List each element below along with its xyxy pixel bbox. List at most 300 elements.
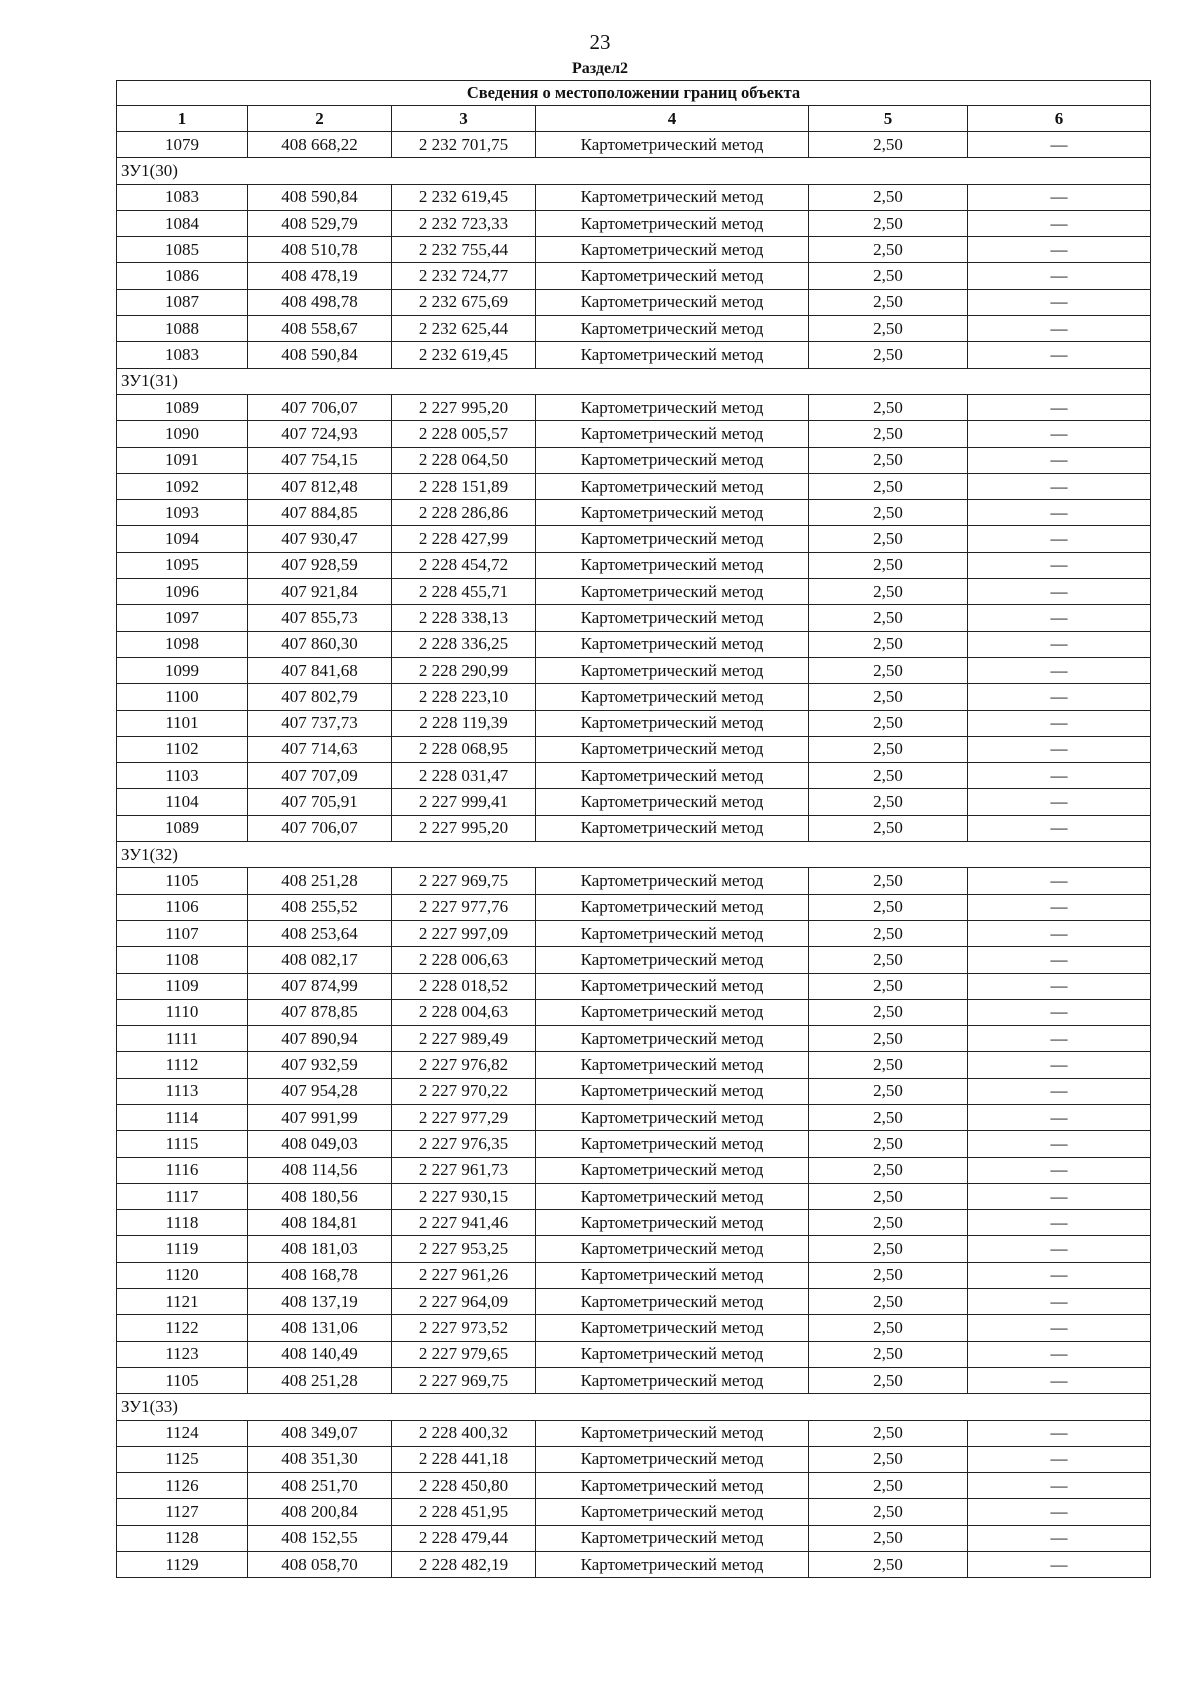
description-cell: —	[968, 289, 1151, 315]
table-body	[117, 132, 1151, 1578]
y-coordinate-cell: 2 227 997,09	[392, 920, 536, 946]
point-number-cell: 1114	[117, 1104, 248, 1130]
description-cell: —	[968, 1420, 1151, 1446]
x-coordinate-cell: 408 181,03	[248, 1236, 392, 1262]
point-number-cell: 1121	[117, 1289, 248, 1315]
table-row	[117, 526, 1151, 552]
accuracy-cell: 2,50	[809, 1525, 968, 1551]
x-coordinate-cell: 408 251,70	[248, 1473, 392, 1499]
y-coordinate-cell: 2 227 953,25	[392, 1236, 536, 1262]
description-cell: —	[968, 1315, 1151, 1341]
x-coordinate-cell: 407 884,85	[248, 500, 392, 526]
method-cell: Картометрический метод	[536, 342, 809, 368]
point-number-cell: 1126	[117, 1473, 248, 1499]
table-row	[117, 1499, 1151, 1525]
x-coordinate-cell: 408 590,84	[248, 342, 392, 368]
point-number-cell: 1106	[117, 894, 248, 920]
description-cell: —	[968, 210, 1151, 236]
description-cell: —	[968, 684, 1151, 710]
y-coordinate-cell: 2 227 961,73	[392, 1157, 536, 1183]
accuracy-cell: 2,50	[809, 684, 968, 710]
accuracy-cell: 2,50	[809, 342, 968, 368]
method-cell: Картометрический метод	[536, 1420, 809, 1446]
description-cell: —	[968, 736, 1151, 762]
method-cell: Картометрический метод	[536, 1367, 809, 1393]
y-coordinate-cell: 2 227 995,20	[392, 815, 536, 841]
accuracy-cell: 2,50	[809, 1289, 968, 1315]
method-cell: Картометрический метод	[536, 579, 809, 605]
description-cell: —	[968, 316, 1151, 342]
accuracy-cell: 2,50	[809, 1078, 968, 1104]
description-cell: —	[968, 894, 1151, 920]
accuracy-cell: 2,50	[809, 237, 968, 263]
accuracy-cell: 2,50	[809, 132, 968, 158]
method-cell: Картометрический метод	[536, 736, 809, 762]
x-coordinate-cell: 408 255,52	[248, 894, 392, 920]
point-number-cell: 1096	[117, 579, 248, 605]
method-cell: Картометрический метод	[536, 920, 809, 946]
table-row	[117, 1315, 1151, 1341]
accuracy-cell: 2,50	[809, 1420, 968, 1446]
page-number: 23	[589, 30, 611, 54]
method-cell: Картометрический метод	[536, 1078, 809, 1104]
description-cell: —	[968, 552, 1151, 578]
y-coordinate-cell: 2 228 455,71	[392, 579, 536, 605]
description-cell: —	[968, 263, 1151, 289]
land-plot-label: ЗУ1(32)	[117, 842, 1151, 868]
y-coordinate-cell: 2 232 755,44	[392, 237, 536, 263]
y-coordinate-cell: 2 228 064,50	[392, 447, 536, 473]
y-coordinate-cell: 2 232 701,75	[392, 132, 536, 158]
y-coordinate-cell: 2 228 451,95	[392, 1499, 536, 1525]
x-coordinate-cell: 407 991,99	[248, 1104, 392, 1130]
accuracy-cell: 2,50	[809, 815, 968, 841]
table-row	[117, 394, 1151, 420]
accuracy-cell: 2,50	[809, 1210, 968, 1236]
y-coordinate-cell: 2 232 723,33	[392, 210, 536, 236]
y-coordinate-cell: 2 228 482,19	[392, 1552, 536, 1578]
x-coordinate-cell: 408 351,30	[248, 1446, 392, 1472]
y-coordinate-cell: 2 232 724,77	[392, 263, 536, 289]
point-number-cell: 1125	[117, 1446, 248, 1472]
accuracy-cell: 2,50	[809, 1026, 968, 1052]
boundary-coordinates-table	[116, 80, 1151, 1578]
point-number-cell: 1129	[117, 1552, 248, 1578]
land-plot-label: ЗУ1(31)	[117, 368, 1151, 394]
table-row	[117, 1078, 1151, 1104]
land-plot-label: ЗУ1(33)	[117, 1394, 1151, 1420]
description-cell: —	[968, 1262, 1151, 1288]
point-number-cell: 1115	[117, 1131, 248, 1157]
y-coordinate-cell: 2 228 450,80	[392, 1473, 536, 1499]
y-coordinate-cell: 2 228 479,44	[392, 1525, 536, 1551]
x-coordinate-cell: 408 168,78	[248, 1262, 392, 1288]
description-cell: —	[968, 1446, 1151, 1472]
table-row	[117, 1289, 1151, 1315]
table-row	[117, 973, 1151, 999]
y-coordinate-cell: 2 228 068,95	[392, 736, 536, 762]
accuracy-cell: 2,50	[809, 473, 968, 499]
method-cell: Картометрический метод	[536, 1210, 809, 1236]
description-cell: —	[968, 973, 1151, 999]
table-row	[117, 605, 1151, 631]
description-cell: —	[968, 999, 1151, 1025]
x-coordinate-cell: 408 478,19	[248, 263, 392, 289]
x-coordinate-cell: 407 855,73	[248, 605, 392, 631]
method-cell: Картометрический метод	[536, 894, 809, 920]
table-row	[117, 920, 1151, 946]
table-row	[117, 263, 1151, 289]
method-cell: Картометрический метод	[536, 1499, 809, 1525]
column-number-row	[117, 106, 1151, 132]
table-row	[117, 1367, 1151, 1393]
point-number-cell: 1099	[117, 657, 248, 683]
y-coordinate-cell: 2 228 400,32	[392, 1420, 536, 1446]
point-number-cell: 1084	[117, 210, 248, 236]
land-plot-label: ЗУ1(30)	[117, 158, 1151, 184]
description-cell: —	[968, 394, 1151, 420]
description-cell: —	[968, 763, 1151, 789]
point-number-cell: 1111	[117, 1026, 248, 1052]
accuracy-cell: 2,50	[809, 1131, 968, 1157]
x-coordinate-cell: 408 184,81	[248, 1210, 392, 1236]
accuracy-cell: 2,50	[809, 500, 968, 526]
y-coordinate-cell: 2 227 970,22	[392, 1078, 536, 1104]
section-title: Раздел2	[571, 60, 629, 77]
description-cell: —	[968, 868, 1151, 894]
y-coordinate-cell: 2 227 941,46	[392, 1210, 536, 1236]
table-row	[117, 447, 1151, 473]
method-cell: Картометрический метод	[536, 868, 809, 894]
point-number-cell: 1124	[117, 1420, 248, 1446]
table-row	[117, 421, 1151, 447]
description-cell: —	[968, 132, 1151, 158]
description-cell: —	[968, 579, 1151, 605]
table-row	[117, 789, 1151, 815]
point-number-cell: 1113	[117, 1078, 248, 1104]
y-coordinate-cell: 2 228 454,72	[392, 552, 536, 578]
table-row	[117, 1104, 1151, 1130]
point-number-cell: 1083	[117, 342, 248, 368]
y-coordinate-cell: 2 227 976,82	[392, 1052, 536, 1078]
method-cell: Картометрический метод	[536, 263, 809, 289]
point-number-cell: 1088	[117, 316, 248, 342]
y-coordinate-cell: 2 232 619,45	[392, 342, 536, 368]
x-coordinate-cell: 408 140,49	[248, 1341, 392, 1367]
x-coordinate-cell: 407 812,48	[248, 473, 392, 499]
table-row	[117, 342, 1151, 368]
y-coordinate-cell: 2 228 336,25	[392, 631, 536, 657]
y-coordinate-cell: 2 228 018,52	[392, 973, 536, 999]
y-coordinate-cell: 2 228 151,89	[392, 473, 536, 499]
table-row	[117, 999, 1151, 1025]
x-coordinate-cell: 408 114,56	[248, 1157, 392, 1183]
x-coordinate-cell: 407 932,59	[248, 1052, 392, 1078]
table-row	[117, 237, 1151, 263]
table-row	[117, 1183, 1151, 1209]
table-header	[117, 81, 1151, 132]
accuracy-cell: 2,50	[809, 894, 968, 920]
accuracy-cell: 2,50	[809, 1236, 968, 1262]
accuracy-cell: 2,50	[809, 710, 968, 736]
method-cell: Картометрический метод	[536, 552, 809, 578]
point-number-cell: 1089	[117, 815, 248, 841]
method-cell: Картометрический метод	[536, 1026, 809, 1052]
method-cell: Картометрический метод	[536, 1052, 809, 1078]
point-number-cell: 1090	[117, 421, 248, 447]
accuracy-cell: 2,50	[809, 1052, 968, 1078]
description-cell: —	[968, 1052, 1151, 1078]
method-cell: Картометрический метод	[536, 473, 809, 499]
point-number-cell: 1087	[117, 289, 248, 315]
method-cell: Картометрический метод	[536, 631, 809, 657]
description-cell: —	[968, 473, 1151, 499]
point-number-cell: 1100	[117, 684, 248, 710]
point-number-cell: 1093	[117, 500, 248, 526]
y-coordinate-cell: 2 228 338,13	[392, 605, 536, 631]
method-cell: Картометрический метод	[536, 1446, 809, 1472]
table-row	[117, 947, 1151, 973]
method-cell: Картометрический метод	[536, 1473, 809, 1499]
y-coordinate-cell: 2 227 977,76	[392, 894, 536, 920]
method-cell: Картометрический метод	[536, 237, 809, 263]
x-coordinate-cell: 408 498,78	[248, 289, 392, 315]
y-coordinate-cell: 2 228 004,63	[392, 999, 536, 1025]
y-coordinate-cell: 2 227 969,75	[392, 868, 536, 894]
accuracy-cell: 2,50	[809, 973, 968, 999]
description-cell: —	[968, 1473, 1151, 1499]
x-coordinate-cell: 407 930,47	[248, 526, 392, 552]
method-cell: Картометрический метод	[536, 973, 809, 999]
point-number-cell: 1118	[117, 1210, 248, 1236]
x-coordinate-cell: 407 874,99	[248, 973, 392, 999]
x-coordinate-cell: 407 705,91	[248, 789, 392, 815]
method-cell: Картометрический метод	[536, 763, 809, 789]
description-cell: —	[968, 184, 1151, 210]
x-coordinate-cell: 407 878,85	[248, 999, 392, 1025]
table-caption: Сведения о местоположении границ объекта	[117, 81, 1151, 106]
table-row	[117, 579, 1151, 605]
accuracy-cell: 2,50	[809, 763, 968, 789]
table-row	[117, 1131, 1151, 1157]
y-coordinate-cell: 2 228 119,39	[392, 710, 536, 736]
method-cell: Картометрический метод	[536, 132, 809, 158]
table-row	[117, 736, 1151, 762]
point-number-cell: 1103	[117, 763, 248, 789]
y-coordinate-cell: 2 227 989,49	[392, 1026, 536, 1052]
accuracy-cell: 2,50	[809, 605, 968, 631]
point-number-cell: 1085	[117, 237, 248, 263]
point-number-cell: 1097	[117, 605, 248, 631]
x-coordinate-cell: 408 529,79	[248, 210, 392, 236]
point-number-cell: 1128	[117, 1525, 248, 1551]
method-cell: Картометрический метод	[536, 500, 809, 526]
x-coordinate-cell: 407 754,15	[248, 447, 392, 473]
x-coordinate-cell: 407 724,93	[248, 421, 392, 447]
table-row	[117, 763, 1151, 789]
y-coordinate-cell: 2 228 427,99	[392, 526, 536, 552]
table-row	[117, 184, 1151, 210]
description-cell: —	[968, 920, 1151, 946]
method-cell: Картометрический метод	[536, 447, 809, 473]
accuracy-cell: 2,50	[809, 579, 968, 605]
description-cell: —	[968, 1289, 1151, 1315]
point-number-cell: 1098	[117, 631, 248, 657]
x-coordinate-cell: 408 349,07	[248, 1420, 392, 1446]
accuracy-cell: 2,50	[809, 421, 968, 447]
point-number-cell: 1119	[117, 1236, 248, 1262]
table-row	[117, 316, 1151, 342]
method-cell: Картометрический метод	[536, 605, 809, 631]
method-cell: Картометрический метод	[536, 1552, 809, 1578]
y-coordinate-cell: 2 227 930,15	[392, 1183, 536, 1209]
column-number: 5	[809, 106, 968, 132]
accuracy-cell: 2,50	[809, 1473, 968, 1499]
description-cell: —	[968, 815, 1151, 841]
accuracy-cell: 2,50	[809, 394, 968, 420]
table-row	[117, 1262, 1151, 1288]
y-coordinate-cell: 2 228 005,57	[392, 421, 536, 447]
table-row	[117, 710, 1151, 736]
x-coordinate-cell: 407 841,68	[248, 657, 392, 683]
accuracy-cell: 2,50	[809, 631, 968, 657]
accuracy-cell: 2,50	[809, 1446, 968, 1472]
method-cell: Картометрический метод	[536, 316, 809, 342]
method-cell: Картометрический метод	[536, 789, 809, 815]
x-coordinate-cell: 408 049,03	[248, 1131, 392, 1157]
method-cell: Картометрический метод	[536, 289, 809, 315]
method-cell: Картометрический метод	[536, 1341, 809, 1367]
y-coordinate-cell: 2 228 223,10	[392, 684, 536, 710]
method-cell: Картометрический метод	[536, 210, 809, 236]
x-coordinate-cell: 407 707,09	[248, 763, 392, 789]
x-coordinate-cell: 407 921,84	[248, 579, 392, 605]
table-row	[117, 1473, 1151, 1499]
method-cell: Картометрический метод	[536, 947, 809, 973]
description-cell: —	[968, 1157, 1151, 1183]
point-number-cell: 1095	[117, 552, 248, 578]
method-cell: Картометрический метод	[536, 1315, 809, 1341]
table-row	[117, 1446, 1151, 1472]
table-row	[117, 1052, 1151, 1078]
point-number-cell: 1092	[117, 473, 248, 499]
accuracy-cell: 2,50	[809, 1315, 968, 1341]
description-cell: —	[968, 1367, 1151, 1393]
accuracy-cell: 2,50	[809, 447, 968, 473]
point-number-cell: 1089	[117, 394, 248, 420]
y-coordinate-cell: 2 228 290,99	[392, 657, 536, 683]
table-caption-row	[117, 81, 1151, 106]
table-row	[117, 1157, 1151, 1183]
point-number-cell: 1110	[117, 999, 248, 1025]
column-number: 1	[117, 106, 248, 132]
description-cell: —	[968, 1552, 1151, 1578]
x-coordinate-cell: 408 251,28	[248, 1367, 392, 1393]
method-cell: Картометрический метод	[536, 1289, 809, 1315]
group-row	[117, 1394, 1151, 1420]
description-cell: —	[968, 500, 1151, 526]
accuracy-cell: 2,50	[809, 1262, 968, 1288]
method-cell: Картометрический метод	[536, 394, 809, 420]
point-number-cell: 1083	[117, 184, 248, 210]
point-number-cell: 1122	[117, 1315, 248, 1341]
accuracy-cell: 2,50	[809, 526, 968, 552]
table-row	[117, 868, 1151, 894]
x-coordinate-cell: 407 890,94	[248, 1026, 392, 1052]
column-number: 2	[248, 106, 392, 132]
y-coordinate-cell: 2 227 999,41	[392, 789, 536, 815]
method-cell: Картометрический метод	[536, 1131, 809, 1157]
x-coordinate-cell: 408 082,17	[248, 947, 392, 973]
method-cell: Картометрический метод	[536, 1262, 809, 1288]
accuracy-cell: 2,50	[809, 789, 968, 815]
x-coordinate-cell: 407 706,07	[248, 815, 392, 841]
table-row	[117, 1525, 1151, 1551]
point-number-cell: 1127	[117, 1499, 248, 1525]
method-cell: Картометрический метод	[536, 1183, 809, 1209]
group-row	[117, 158, 1151, 184]
table-row	[117, 894, 1151, 920]
method-cell: Картометрический метод	[536, 1236, 809, 1262]
method-cell: Картометрический метод	[536, 710, 809, 736]
table-row	[117, 1420, 1151, 1446]
method-cell: Картометрический метод	[536, 184, 809, 210]
x-coordinate-cell: 407 954,28	[248, 1078, 392, 1104]
point-number-cell: 1105	[117, 1367, 248, 1393]
accuracy-cell: 2,50	[809, 999, 968, 1025]
method-cell: Картометрический метод	[536, 1525, 809, 1551]
point-number-cell: 1112	[117, 1052, 248, 1078]
x-coordinate-cell: 408 590,84	[248, 184, 392, 210]
accuracy-cell: 2,50	[809, 1552, 968, 1578]
table-row	[117, 289, 1151, 315]
point-number-cell: 1079	[117, 132, 248, 158]
description-cell: —	[968, 789, 1151, 815]
point-number-cell: 1102	[117, 736, 248, 762]
table-row	[117, 1026, 1151, 1052]
description-cell: —	[968, 1341, 1151, 1367]
accuracy-cell: 2,50	[809, 868, 968, 894]
y-coordinate-cell: 2 232 675,69	[392, 289, 536, 315]
description-cell: —	[968, 631, 1151, 657]
accuracy-cell: 2,50	[809, 1157, 968, 1183]
description-cell: —	[968, 657, 1151, 683]
x-coordinate-cell: 407 714,63	[248, 736, 392, 762]
method-cell: Картометрический метод	[536, 1157, 809, 1183]
table-row	[117, 552, 1151, 578]
accuracy-cell: 2,50	[809, 920, 968, 946]
y-coordinate-cell: 2 227 973,52	[392, 1315, 536, 1341]
table-row	[117, 473, 1151, 499]
description-cell: —	[968, 526, 1151, 552]
y-coordinate-cell: 2 227 979,65	[392, 1341, 536, 1367]
accuracy-cell: 2,50	[809, 316, 968, 342]
point-number-cell: 1117	[117, 1183, 248, 1209]
column-number: 4	[536, 106, 809, 132]
description-cell: —	[968, 710, 1151, 736]
point-number-cell: 1107	[117, 920, 248, 946]
x-coordinate-cell: 407 706,07	[248, 394, 392, 420]
point-number-cell: 1094	[117, 526, 248, 552]
accuracy-cell: 2,50	[809, 263, 968, 289]
description-cell: —	[968, 342, 1151, 368]
table-row	[117, 631, 1151, 657]
table-row	[117, 815, 1151, 841]
table-row	[117, 500, 1151, 526]
x-coordinate-cell: 408 180,56	[248, 1183, 392, 1209]
column-number: 3	[392, 106, 536, 132]
method-cell: Картометрический метод	[536, 421, 809, 447]
